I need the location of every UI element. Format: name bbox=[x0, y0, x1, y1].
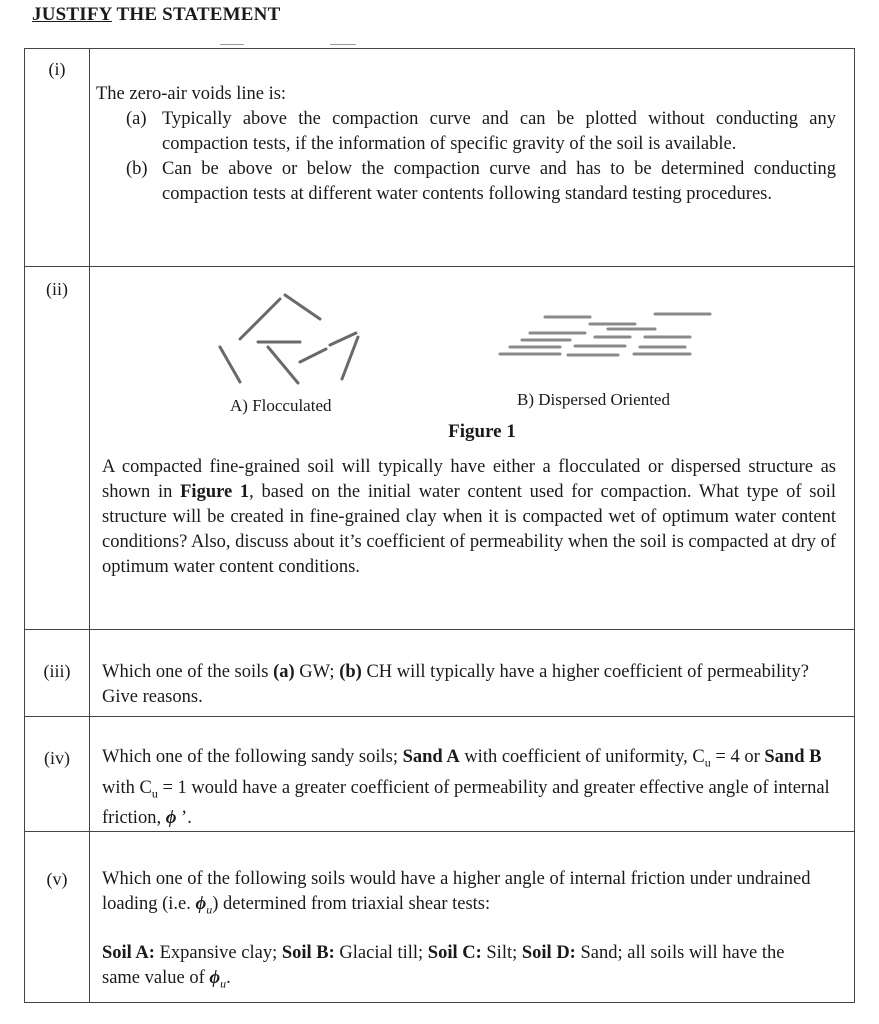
soil-label: Soil A: bbox=[102, 943, 155, 964]
text-fragment: A compacted fine-grained soil will typically have either a flocculated or dispersed structure as shown in bbox=[102, 457, 836, 502]
question-text bbox=[90, 455, 854, 580]
soil-label: Soil C: bbox=[427, 943, 482, 964]
clay-particle bbox=[285, 295, 320, 319]
figure-1 bbox=[90, 267, 854, 445]
text-fragment: = 4 or bbox=[710, 747, 765, 767]
option-label: (b) bbox=[339, 662, 362, 682]
question-body-cell bbox=[90, 717, 855, 832]
question-number-cell bbox=[25, 630, 90, 717]
figure-label-flocculated: A) Flocculated bbox=[230, 396, 332, 415]
page-title bbox=[32, 4, 280, 26]
clay-particle bbox=[220, 347, 240, 382]
soil-name: Sand B bbox=[764, 747, 822, 767]
text-fragment: ) determined from triaxial shear tests: bbox=[212, 894, 491, 915]
question-row-i bbox=[25, 49, 855, 267]
option-label: (a) bbox=[126, 109, 147, 129]
text-fragment: GW; bbox=[294, 662, 340, 682]
option-text: Typically above the compaction curve and can be plotted without conducting any compaction tests, if the information of specific gravity of the soil is available. bbox=[162, 109, 836, 154]
text-fragment: . bbox=[226, 968, 231, 989]
soil-list bbox=[102, 941, 824, 997]
subscript: u bbox=[704, 755, 711, 770]
text-fragment: Silt; bbox=[481, 943, 522, 964]
question-number-cell bbox=[25, 717, 90, 832]
clay-particle bbox=[268, 347, 298, 383]
text-fragment: Expansive clay; bbox=[154, 943, 282, 964]
clay-particle bbox=[240, 299, 280, 339]
text-fragment: with coefficient of uniformity, C bbox=[459, 747, 705, 767]
option-text: Can be above or below the compaction curve and has to be determined conducting compaction tests at different water contents following standard testing procedures. bbox=[162, 159, 836, 204]
question-intro: The zero-air voids line is: bbox=[96, 84, 287, 104]
option-label: (b) bbox=[126, 159, 148, 179]
phi-symbol: ϕ bbox=[195, 894, 207, 915]
clay-particle bbox=[300, 349, 326, 362]
text-fragment: Which one of the soils bbox=[102, 662, 274, 682]
question-row-v bbox=[25, 832, 855, 1003]
question-number: (i) bbox=[48, 59, 66, 79]
clay-particle bbox=[330, 333, 356, 345]
option-label: (a) bbox=[273, 662, 295, 682]
question-text bbox=[90, 717, 854, 831]
subscript: u bbox=[220, 976, 227, 991]
question-number: (v) bbox=[46, 869, 68, 890]
text-fragment: = 1 would have a greater coefficient of permeability and greater effective angle of internal friction, bbox=[102, 777, 830, 829]
text-fragment: Glacial till; bbox=[334, 943, 428, 964]
question-number-cell bbox=[25, 267, 90, 630]
soil-label: Soil D: bbox=[521, 943, 576, 964]
title-word-statement: THE STATEMENT bbox=[116, 4, 281, 25]
text-fragment: with C bbox=[102, 777, 152, 798]
text-fragment: Which one of the following soils would have a higher angle of internal friction under undrained loading (i.e. bbox=[102, 869, 811, 915]
title-word-justify: JUSTIFY bbox=[32, 4, 112, 25]
subscript: u bbox=[151, 786, 158, 801]
question-body-cell bbox=[90, 832, 855, 1003]
soil-label: Soil B: bbox=[281, 943, 335, 964]
clay-particle bbox=[342, 337, 358, 379]
question-row-iii bbox=[25, 630, 855, 717]
text-fragment: ’. bbox=[176, 808, 192, 829]
soil-name: Sand A bbox=[402, 747, 460, 767]
question-number: (iv) bbox=[44, 748, 70, 768]
figure-reference: Figure 1 bbox=[180, 482, 250, 502]
question-number-cell bbox=[25, 832, 90, 1003]
text-fragment: , based on the initial water content used for compaction. What type of soil structure will be created in fine-grained clay when it is compacted wet of optimum water content conditions? Also, discuss about it’s coefficient of permeability when the soil is compacted at dry of optimum water content conditions. bbox=[102, 482, 836, 577]
text-fragment: Sand; all soils will have the same value of bbox=[102, 943, 785, 989]
phi-symbol: ϕ bbox=[165, 808, 177, 829]
option-b bbox=[96, 157, 836, 207]
soil-structure-figure bbox=[90, 267, 850, 417]
scan-mark bbox=[330, 44, 356, 45]
scan-mark bbox=[220, 44, 244, 45]
subscript: u bbox=[206, 903, 213, 918]
question-row-ii bbox=[25, 267, 855, 630]
phi-symbol: ϕ bbox=[209, 968, 221, 989]
figure-label-dispersed: B) Dispersed Oriented bbox=[517, 390, 670, 409]
question-number-cell bbox=[25, 49, 90, 267]
question-text bbox=[90, 630, 854, 710]
question-row-iv bbox=[25, 717, 855, 832]
question-number: (ii) bbox=[46, 279, 68, 299]
question-number: (iii) bbox=[43, 661, 71, 681]
question-body-cell bbox=[90, 267, 855, 630]
question-text bbox=[90, 832, 854, 996]
figure-caption: Figure 1 bbox=[448, 421, 516, 442]
option-a bbox=[96, 107, 836, 157]
dispersed-structure-drawing bbox=[500, 314, 710, 355]
question-body-cell bbox=[90, 49, 855, 267]
flocculated-structure-drawing bbox=[220, 295, 358, 383]
question-body-cell bbox=[90, 630, 855, 717]
questions-table bbox=[24, 48, 855, 1003]
text-fragment: Which one of the following sandy soils; bbox=[102, 747, 403, 767]
text-fragment: CH will typically have a higher coefficient of permeability? Give reasons. bbox=[102, 662, 809, 707]
